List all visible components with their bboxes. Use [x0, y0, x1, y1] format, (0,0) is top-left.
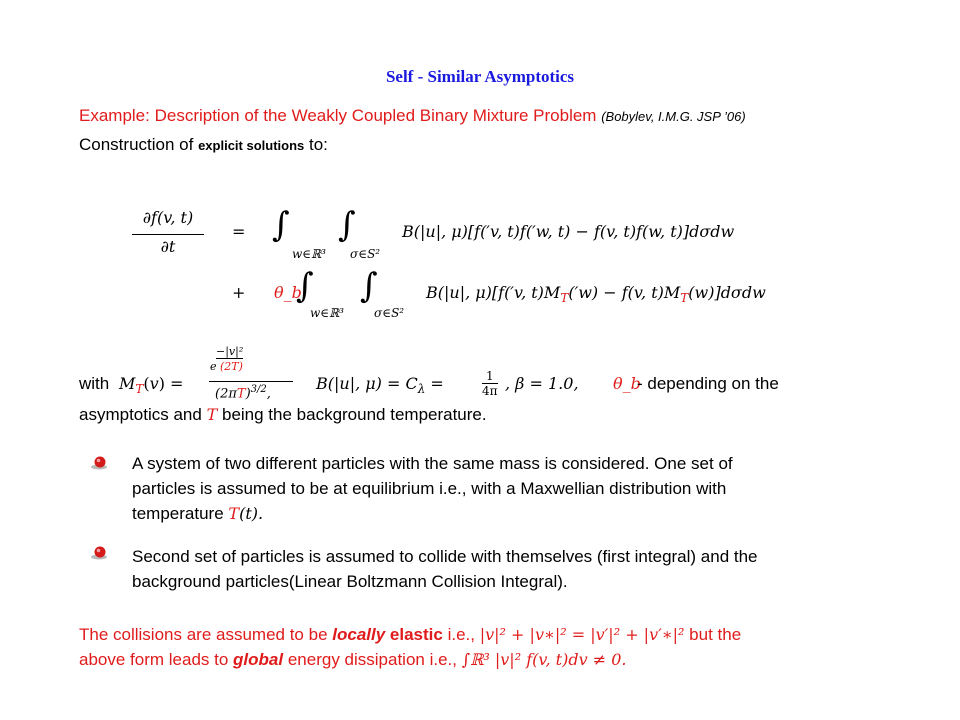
depending-text: - depending on the [637, 374, 779, 393]
integrand-2: B(|u|, μ)[f(′v, $t)M_T('w) - f(v$, $t)M_T(w)]d\sigma dw$ [426, 283, 766, 306]
mt-exponent: −|v|² [216, 345, 244, 358]
mt-exponent-den: e (2T) [210, 360, 243, 373]
conclusion-line-1: The collisions are assumed to be locally elastic i.e., |v|² + |v∗|² = |v′|² + |v′∗|² but the [79, 625, 742, 644]
citation: (Bobylev, I.M.G. JSP ’06) [601, 109, 746, 124]
construction-line [79, 135, 328, 155]
with-word: with [79, 374, 110, 393]
conclusion [79, 622, 741, 672]
construction-suffix: to: [309, 135, 328, 154]
integral-sub-w2: w∈ℝ³ [310, 306, 344, 320]
quarter-pi: 1 4π [482, 369, 498, 398]
lhs-fraction-bar [132, 234, 204, 235]
example-line [79, 106, 746, 126]
mt-definition: $M_T(v)$ = [119, 374, 184, 397]
lhs-numerator: ∂f(v, t) [142, 208, 194, 227]
theta-b-inline: θ_b [613, 374, 641, 393]
example-text: Example: Description of the Weakly Coupled Binary Mixture Problem [79, 106, 597, 125]
equals-sign: = [232, 222, 246, 241]
bullet-ball-icon [90, 546, 108, 560]
bullet-1 [132, 451, 733, 526]
mt-fraction-bar [209, 381, 293, 382]
slide-title: Self - Similar Asymptotics [385, 67, 575, 86]
integral-sub-w1: w∈ℝ³ [292, 247, 326, 261]
lhs-denominator: ∂t [160, 237, 176, 256]
integral-sub-sigma1: σ∈S² [350, 247, 381, 261]
construction-bold: explicit solutions [198, 138, 305, 153]
temperature-symbol: T [206, 405, 218, 424]
integral-sign-2: ∫ [338, 205, 356, 245]
asymptotics-suffix: being the background temperature. [221, 405, 487, 424]
mt-denominator: $(2\pi T)^{3/2}$, [215, 384, 271, 402]
bullet-2-line-2: background particles(Linear Boltzmann Collision Integral). [132, 572, 568, 591]
bullet-2-line-1: Second set of particles is assumed to collide with themselves (first integral) and the [132, 547, 758, 566]
integral-sign-3: ∫ [296, 266, 314, 306]
bullet-1-line-2: particles is assumed to be at equilibrium i.e., with a Maxwellian distribution with [132, 479, 727, 498]
bullet-1-line-3: temperature T(t). [132, 504, 264, 523]
asymptotics-line [79, 405, 487, 425]
beta-definition: , β = 1.0, [505, 374, 579, 393]
plus-sign: + [232, 283, 246, 302]
integral-sign-4: ∫ [360, 266, 378, 306]
asymptotics-prefix: asymptotics and [79, 405, 202, 424]
bullet-2 [132, 544, 758, 594]
integral-sub-sigma2: σ∈S² [374, 306, 405, 320]
b-definition: B(|u|, $\mu) = C_\lambda$ = [316, 374, 444, 397]
integral-sign-1: ∫ [272, 205, 290, 245]
bullet-1-line-1: A system of two different particles with the same mass is considered. One set of [132, 454, 733, 473]
construction-prefix: Construction of [79, 135, 194, 154]
bullet-ball-icon [90, 456, 108, 470]
integrand-1: B(|u|, μ)[f(′v, t)f(′w, t) − f(v, t)f(w, t)]dσdw [402, 222, 735, 241]
theta-b: θ_b [274, 283, 302, 302]
conclusion-line-2: above form leads to global energy dissipation i.e., ∫ℝ³ |v|² f(v, t)dv ≠ 0. [79, 650, 627, 669]
